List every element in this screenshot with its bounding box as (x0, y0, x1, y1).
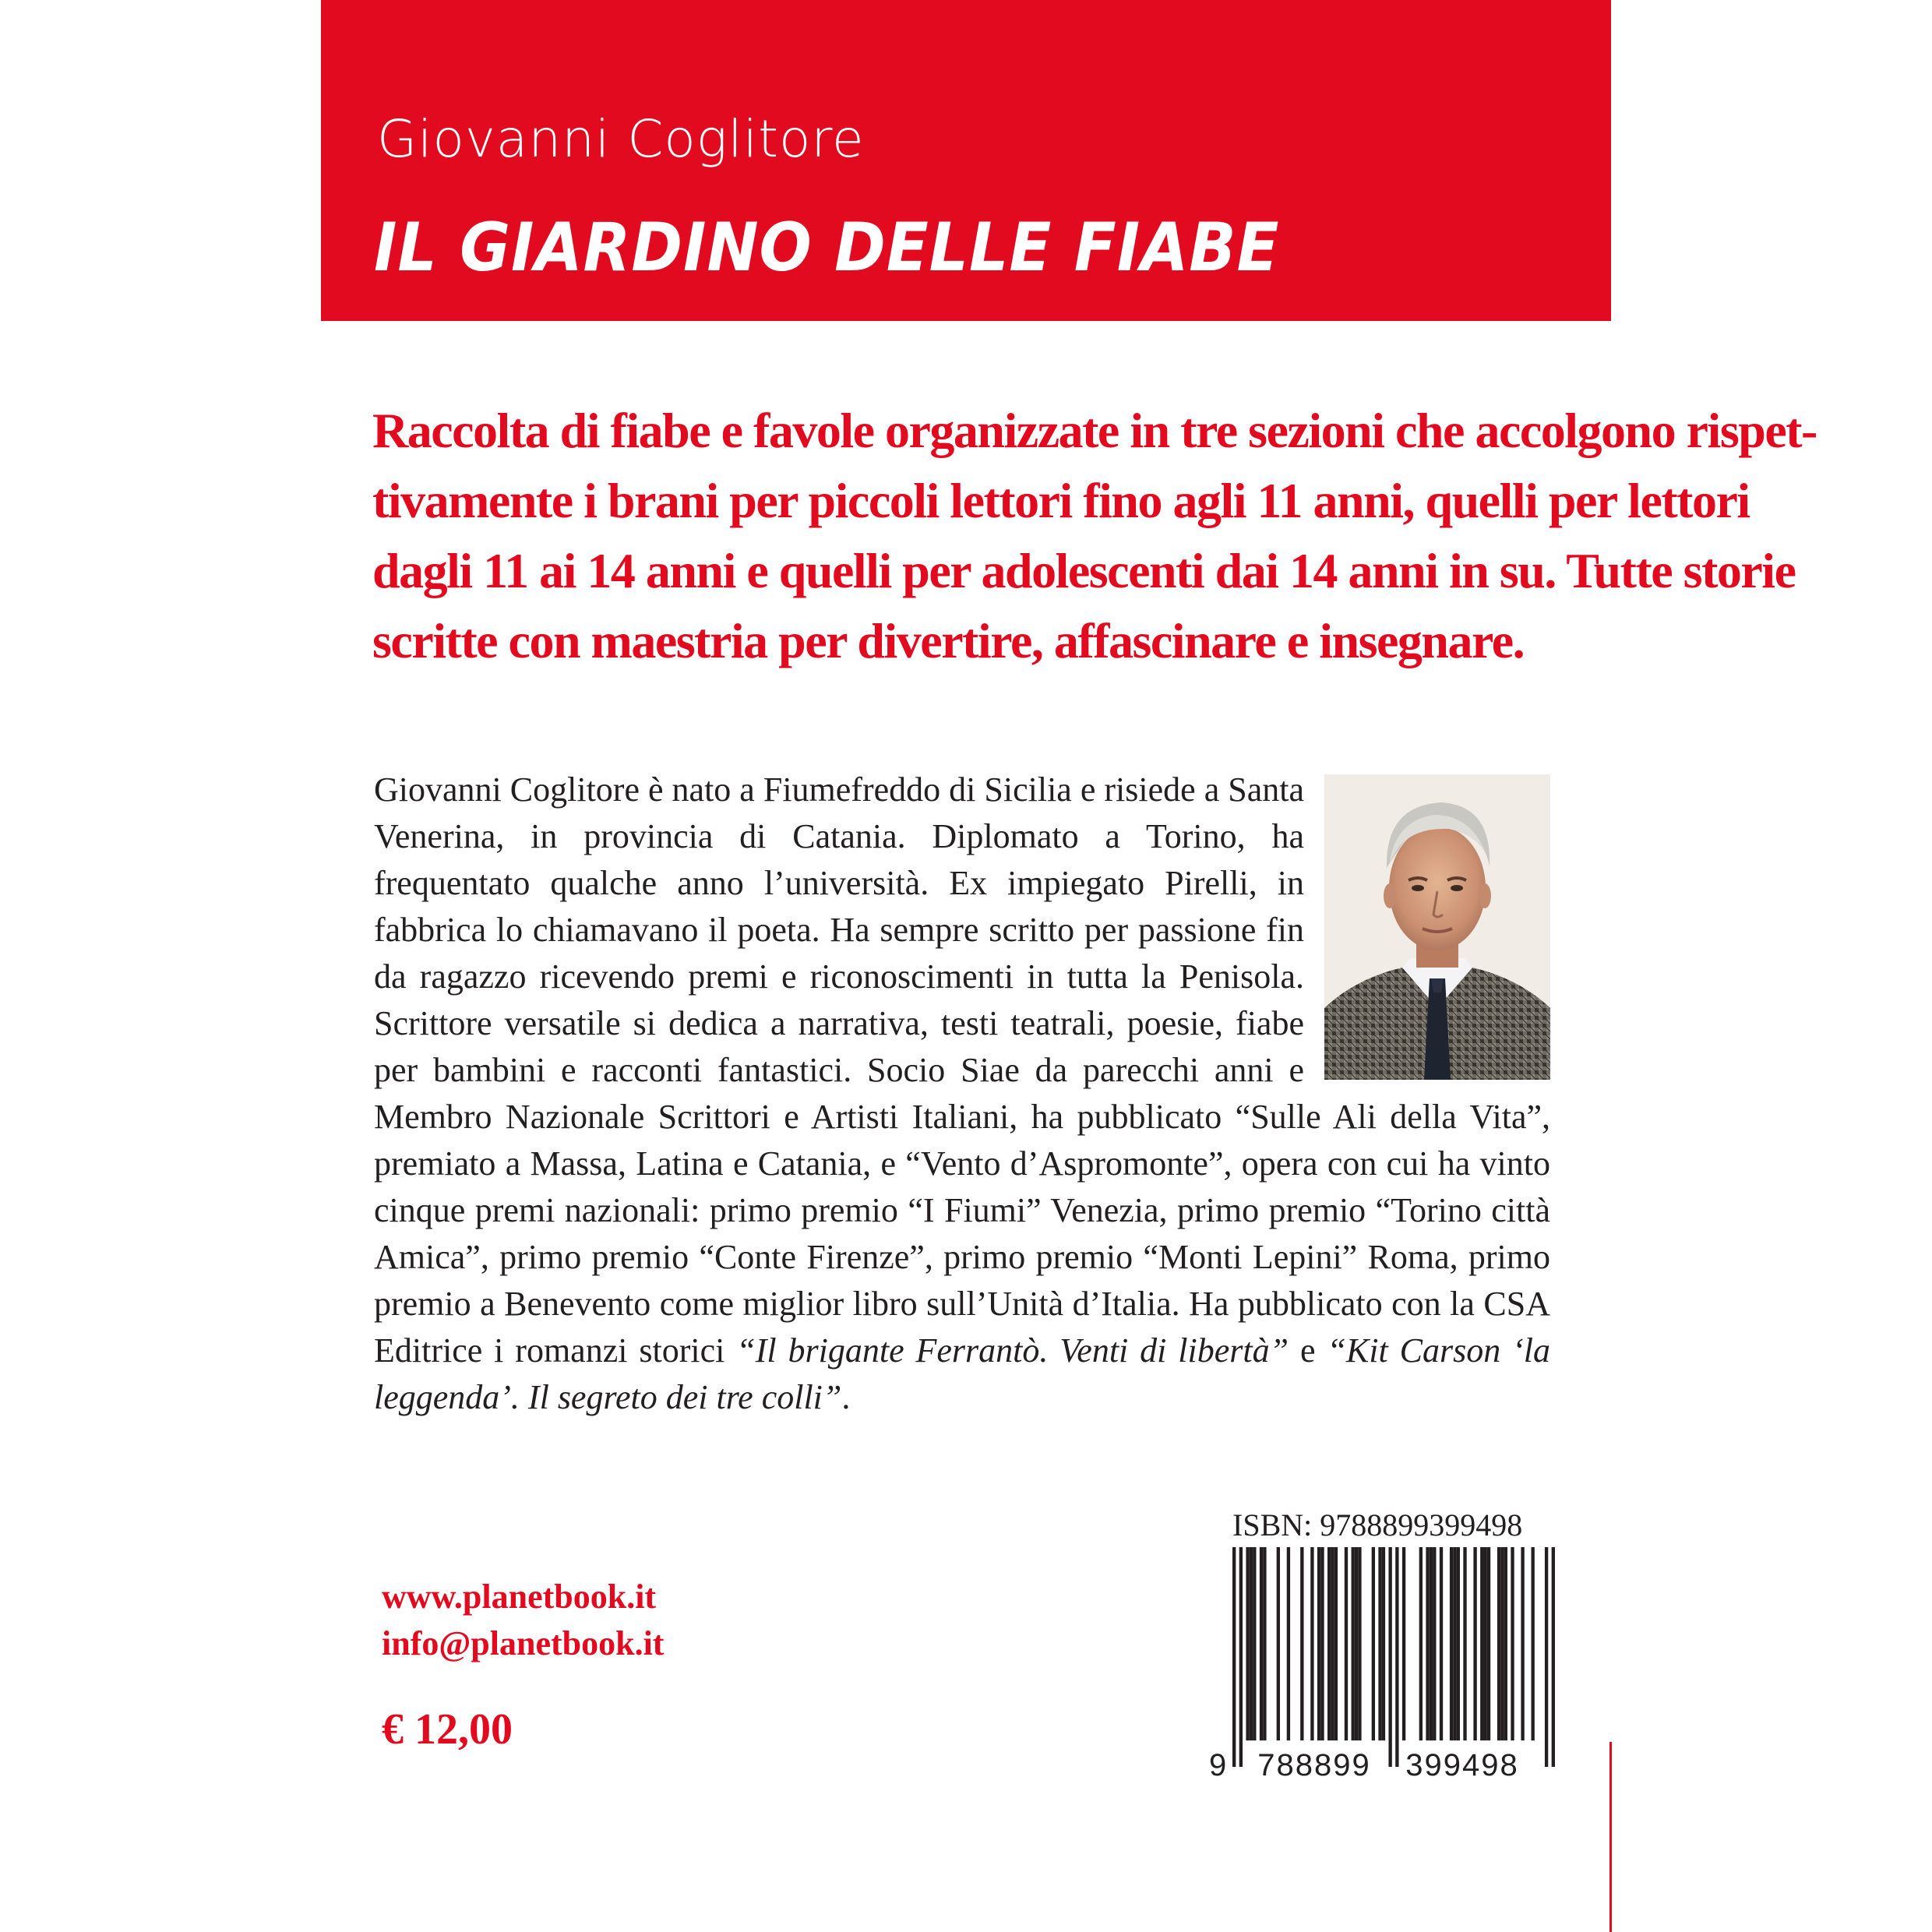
barcode-bar (1334, 1547, 1338, 1740)
barcode-bar (1260, 1547, 1263, 1740)
barcode-bar (1500, 1547, 1504, 1740)
barcode-guard-bar (1232, 1547, 1236, 1767)
barcode-bar (1426, 1547, 1429, 1740)
barcode-bar (1277, 1547, 1280, 1740)
barcode-digit-group-left: 788899 (1257, 1748, 1371, 1782)
barcode-bar (1331, 1547, 1334, 1740)
synopsis-blurb (372, 396, 1817, 676)
barcode-bar (1327, 1547, 1331, 1740)
barcode-bar (1310, 1547, 1313, 1740)
barcode-digits (1209, 1748, 1560, 1783)
ean13-barcode-icon (1232, 1547, 1555, 1767)
barcode-bar (1317, 1547, 1320, 1740)
website-link[interactable]: www.planetbook.it (382, 1578, 657, 1616)
barcode-bar (1450, 1547, 1453, 1740)
bio-connector: e (1289, 1331, 1327, 1370)
barcode-bar (1504, 1547, 1507, 1740)
barcode-digit-group-right: 399498 (1405, 1748, 1519, 1782)
barcode-bar (1521, 1547, 1524, 1740)
author-name: Giovanni Coglitore (377, 109, 865, 169)
barcode-bar (1433, 1547, 1436, 1740)
barcode-bar (1253, 1547, 1256, 1740)
barcode-bar (1487, 1547, 1490, 1740)
isbn-label: ISBN: 9788899399498 (1232, 1507, 1523, 1542)
bio-work-title: “Kit Carson ‘la leggenda’. Il segreto dei tre colli” (374, 1331, 1551, 1416)
author-photo (1324, 774, 1550, 1080)
barcode-bar (1430, 1547, 1433, 1740)
barcode-bar (1463, 1547, 1466, 1740)
barcode-guard-bar (1388, 1547, 1391, 1767)
barcode-bar (1402, 1547, 1405, 1740)
barcode-bar (1483, 1547, 1486, 1740)
barcode-bar (1355, 1547, 1358, 1740)
barcode-guard-bar (1545, 1547, 1548, 1767)
barcode-bar (1358, 1547, 1361, 1740)
bio-work-title: “Il brigante Ferrantò. Venti di libertà” (736, 1331, 1289, 1370)
barcode-bar (1378, 1547, 1381, 1740)
bio-end: . (841, 1378, 851, 1416)
barcode-bar (1382, 1547, 1385, 1740)
barcode-guard-bar (1239, 1547, 1243, 1767)
barcode-bar (1287, 1547, 1290, 1740)
barcode-bar (1453, 1547, 1456, 1740)
bio-text: Giovanni Coglitore è nato a Fiumefreddo di Sicilia e risiede a Santa Venerina, in provincia di Catania. Diplomato a Torino, ha frequentato qualche anno l’università. Ex impiegato Pirelli, in fabbrica lo chiamavano il poeta. Ha sempre scritto per passione fin da ragazzo ricevendo premi e riconoscimenti in tutta la Penisola. Scrittore versatile si dedica a narrativa, testi teatrali, poesie, fiabe per bambini e racconti fantastici. Socio Siae da parecchi anni e Membro Nazionale Scrittori e Artisti Italiani, ha pubblicato “Sulle Ali della Vita”, premiato a Massa, Latina e Catania, e “Vento d’Aspromonte”, opera con cui ha vinto cinque premi nazionali: primo premio “I Fiumi” Venezia, primo premio “Torino città Amica”, primo premio “Conte Firenze”, primo premio “Monti Lepini” Roma, primo premio a Benevento come miglior libro sull’Unità d’Italia. Ha pubblicato con la CSA Editrice i romanzi storici (374, 770, 1550, 1370)
price-label: € 12,00 (382, 1705, 513, 1754)
author-biography (374, 767, 1550, 1421)
synopsis-line: dagli 11 ai 14 anni e quelli per adolescenti dai 14 anni in su. Tutte storie (372, 543, 1796, 598)
barcode-bar (1372, 1547, 1375, 1740)
barcode-guard-bar (1395, 1547, 1398, 1767)
synopsis-line: tivamente i brani per piccoli lettori fino agli 11 anni, quelli per lettori (372, 473, 1750, 528)
barcode-bar (1345, 1547, 1348, 1740)
barcode-bar (1497, 1547, 1500, 1740)
barcode-bar (1531, 1547, 1534, 1740)
barcode-bar (1511, 1547, 1514, 1740)
cover-header-band (321, 0, 1611, 321)
synopsis-line: Raccolta di fiabe e favole organizzate in tre sezioni che accolgono rispet- (372, 403, 1817, 458)
barcode-bar (1246, 1547, 1249, 1740)
email-link[interactable]: info@planetbook.it (382, 1624, 665, 1662)
barcode-bar (1419, 1547, 1423, 1740)
barcode-bar (1352, 1547, 1355, 1740)
publisher-contacts (382, 1574, 664, 1667)
barcode-bar (1457, 1547, 1460, 1740)
barcode-bar (1320, 1547, 1324, 1740)
barcode-guard-bar (1552, 1547, 1555, 1767)
barcode-bar (1300, 1547, 1303, 1740)
synopsis-line: scritte con maestria per divertire, affascinare e insegnare. (372, 613, 1525, 668)
barcode-bar (1263, 1547, 1266, 1740)
crop-mark (1609, 1742, 1612, 1932)
barcode-bar (1480, 1547, 1483, 1740)
book-title: IL GIARDINO DELLE FIABE (374, 209, 1280, 287)
barcode-bar (1473, 1547, 1476, 1740)
barcode-digit-first: 9 (1209, 1748, 1229, 1782)
barcode-bar (1440, 1547, 1443, 1740)
barcode-bar (1250, 1547, 1253, 1740)
